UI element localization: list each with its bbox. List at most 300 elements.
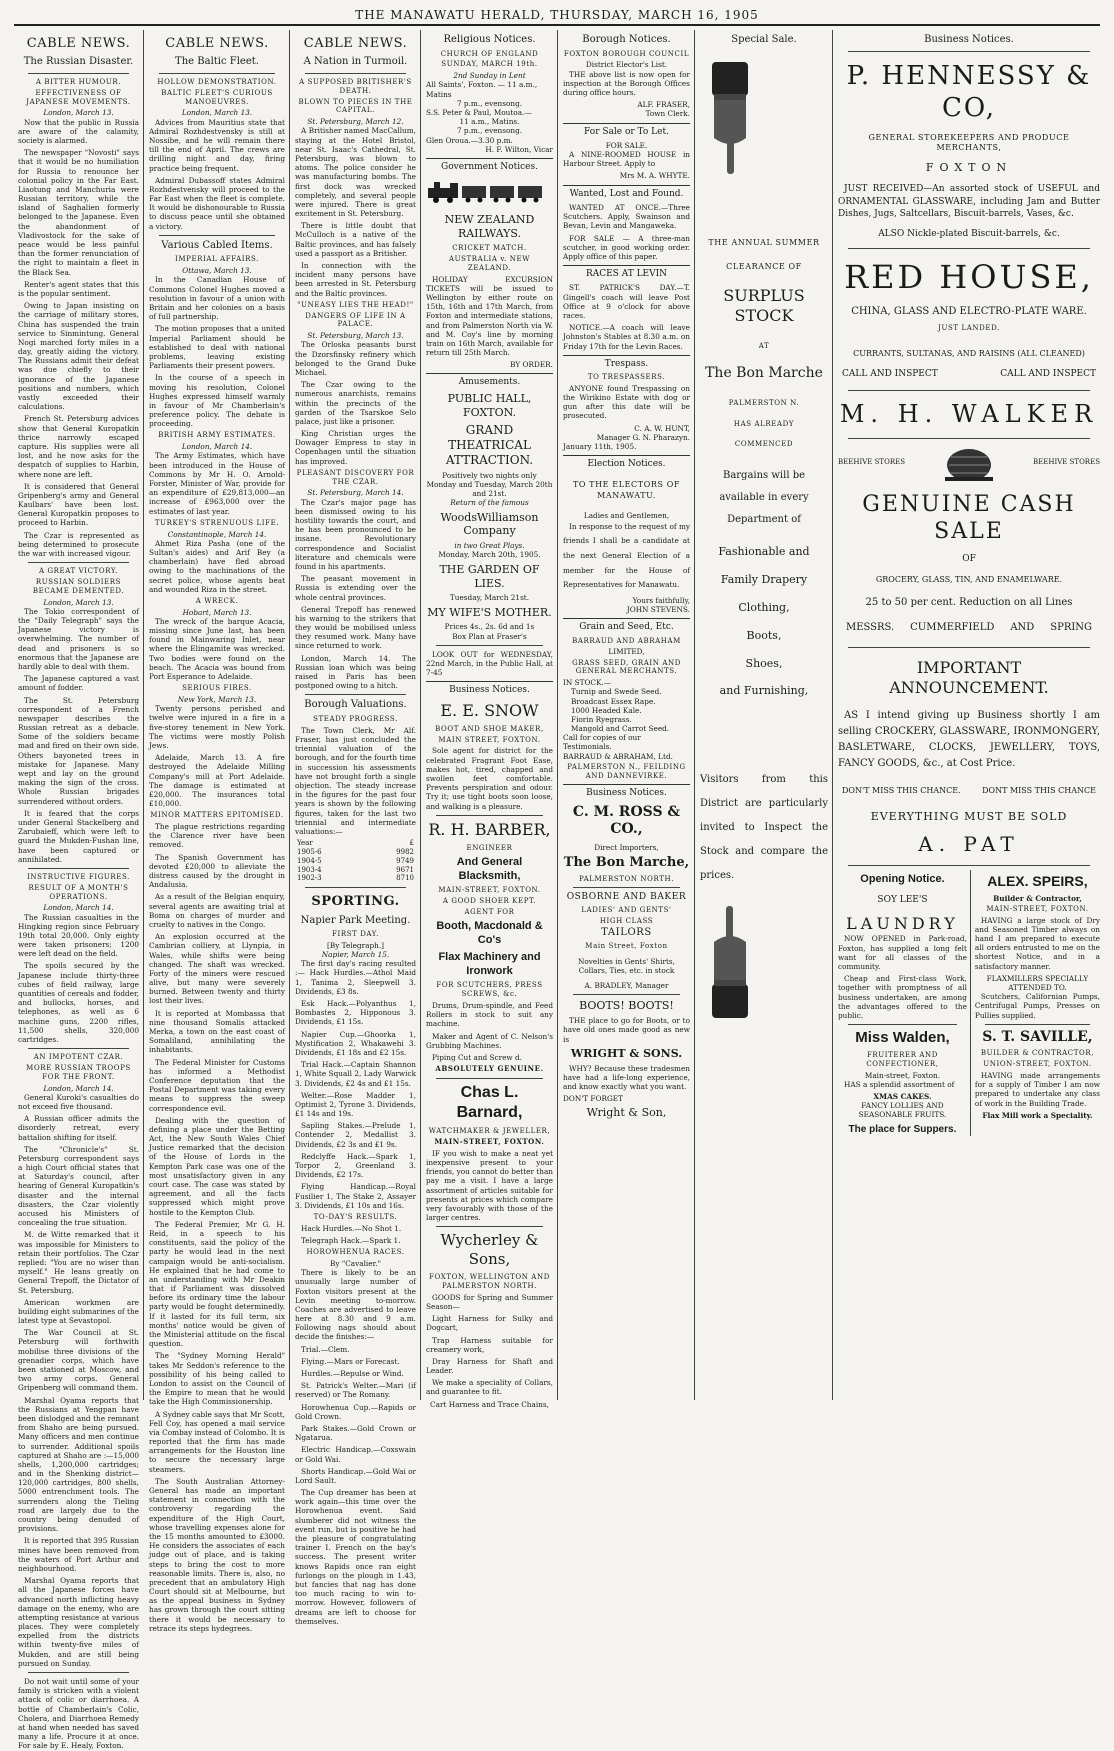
sale-line: COMMENCED <box>734 440 794 449</box>
venue: PUBLIC HALL, FOXTON. <box>447 391 532 419</box>
beehive-icon <box>939 443 999 483</box>
masthead-rule <box>14 24 1100 26</box>
column-cable-news-turmoil <box>291 30 420 1626</box>
article-heading: A WRECK. <box>195 596 239 605</box>
advertiser-name: E. E. SNOW <box>440 700 539 720</box>
divider <box>848 865 1090 866</box>
company-name: WoodsWilliamson Company <box>440 510 539 538</box>
divider <box>159 73 275 74</box>
advertiser-name: S. T. SAVILLE, <box>982 1028 1093 1045</box>
article-heading: A SUPPOSED BRITISHER'S DEATH. <box>299 77 412 95</box>
paragraph: Marshal Oyama reports that the Russians at Yengpan have been dislodged and the remnant from Shaho are being pursued. Many officers and men continue to surrender. Additional spoils captured at Shaho are :—15,000 shells, 1,200,000 cartridges; and in the Shenking district—120,000 cartridges, 800 shells, 5000 entrenchment tools. The surrenders along the Tieling road are largely due to the country being denuded of provisions. <box>18 1395 139 1534</box>
notice-line: JUST LANDED. <box>938 324 1000 333</box>
notice-line: And General Blacksmith, <box>456 855 523 882</box>
announcement-heading: IMPORTANT ANNOUNCEMENT. <box>889 657 1049 697</box>
advertiser-name: A. PAT <box>918 831 1020 856</box>
notice-line: BEEHIVE STORES <box>1032 458 1100 467</box>
paragraph: Trial.—Clem. <box>301 1344 350 1354</box>
paragraph: Dealing with the question of defining a place under the Betting Act, the New South Wales Chief Justice remarked that the decision of the House of Lords in the Kempton Park case was one of the most unsatisfactory given in any court case. The case was stated by agreement, and all the facts suppressed which might prove hostile to the Kempton Club. <box>149 1115 285 1217</box>
church-signature: H. F. Wilton, Vicar <box>485 144 553 154</box>
article-heading: TO-DAY'S RESULTS. <box>313 1212 398 1221</box>
article-heading: PLEASANT DISCOVERY FOR THE CZAR. <box>296 468 415 486</box>
table-row <box>295 848 416 857</box>
paragraph: Esk Hack.—Polyanthus 1, Bombastes 2, Hipponous 3. Dividends, £1 15s. <box>295 999 416 1027</box>
divider <box>305 73 406 74</box>
paragraph: Ahmet Riza Pasha (one of the Sultan's aides) and Arif Bey (a chamberlain) have fled abroad owing to the machinations of the secret police, whose agents beat and wounded Riza in the street. <box>149 538 285 594</box>
notice-line: GROCERY, GLASS, TIN, AND ENAMELWARE. <box>875 575 1063 585</box>
paragraph: The Tokio correspondent of the "Daily Telegraph" says the Japanese victory is overwhelming. The number of dead and prisoners is so enormous that the Japanese are hardly able to deal with them. <box>18 606 139 671</box>
notice-line: LADIES' AND GENTS' <box>581 905 672 914</box>
paragraph: In the Canadian House of Commons Colonel Hughes moved a resolution in favour of a union with Britain and her colonies on a basis of full partnership. <box>149 275 285 322</box>
event-title: GRAND THEATRICAL ATTRACTION. <box>445 422 534 467</box>
paragraph: The Federal Minister for Customs has informed a Methodist Conference deputation that the Postal Department was taking every means to suppress the sweep correspondence evil. <box>149 1057 285 1113</box>
notice-signature: Yours faithfully, <box>632 595 690 605</box>
paragraph: The Czar is represented as being determined to prosecute the war with increased vigour. <box>18 530 139 559</box>
list-item: Turnip and Swede Seed. <box>571 687 662 697</box>
advertiser-name: GENUINE CASH SALE <box>862 491 1076 545</box>
section-heading: Government Notices. <box>426 158 553 173</box>
paragraph: Cheap and First-class Work, together with promptness of all business undertaken, are among the advantages offered to the public. <box>838 974 967 1020</box>
paragraph: Owing to Japan insisting on the carriage of military stores, China has suspended the train service to Sinmintung. General Nogi marched forty miles in a day, greatly aiding the victory. The Russians admit their defeat was due chiefly to their ignorance of the Japanese positions and numbers, which vastly exceeded their calculations. <box>18 301 139 412</box>
notice-line: Main Street, Foxton <box>585 941 668 950</box>
paragraph: HAS a splendid assortment of <box>844 1079 955 1089</box>
notice-line: DONT MISS THIS CHANCE <box>982 785 1096 795</box>
article-heading: A BITTER HUMOUR. <box>35 77 122 86</box>
paragraph: General Kuroki's casualties do not exceed five thousand. <box>18 1092 139 1111</box>
paragraph: The War Council at St. Petersburg will forthwith mobilise three divisions of the grenadier corps, which have been stationed at Moscow, and two army corps. General Gripenberg will command them. <box>18 1328 139 1393</box>
notice-line: in two Great Plays. <box>454 541 525 551</box>
notice-line: CHINA, GLASS AND ELECTRO-PLATE WARE. <box>851 305 1087 317</box>
paragraph: The wreck of the barque Acacia, missing since June last, has been found in Mainwaring Inlet, near where the Elingamite was wrecked. Two bodies were found on the beach. The Acacia was bound from Port Esperance to Adelaide. <box>149 616 285 681</box>
article-heading: A GREAT VICTORY. <box>38 567 118 576</box>
paragraph: The first day's racing resulted :— Hack Hurdles.—Athol Maid 1, Tanima 2, Sleepwell 3. Dividends, £3 8s. <box>295 959 416 996</box>
paragraph: The "Sydney Morning Herald" takes Mr Seddon's reference to the possibility of his being called to London to assist on the Council of the Empire to mean that he would take the High Commissionership. <box>149 1351 285 1407</box>
paragraph: A NINE-ROOMED HOUSE in Harbour Street. Apply to <box>563 150 690 169</box>
paragraph: The Federal Premier, Mr G. H. Reid, in a speech to his constituents, said the policy of the party he would lead in the next campaign would be anti-socialism. He explained that he had come to an understanding with Mr Deakin that if Parliament was dissolved before its ordinary time the labour party would be fought determinedly. If it lasted for its full term, six months' notice would be given of the Ministerial attitude on the fiscal question. <box>149 1219 285 1349</box>
notice-line: MAIN-STREET, FOXTON. <box>986 904 1089 913</box>
notice-heading: FOXTON BOROUGH COUNCIL <box>563 49 690 58</box>
advertiser-name: Chas L. Barnard, <box>456 1083 523 1122</box>
paragraph: LOOK OUT for WEDNESDAY, 22nd March, in the Public Hall, at 7-45 <box>426 649 553 678</box>
paragraph: NOW OPENED in Park-road, Foxton, has supplied a long felt want for all classes of the community. <box>838 934 967 971</box>
notice-signature: Town Clerk. <box>645 109 690 119</box>
section-heading: SPORTING. <box>311 894 400 910</box>
paragraph: Advices from Mauritius state that Admiral Rozhdestvensky is still at Nossibe, and he will remain there till the end of April. The crews are drilling night and day, firing practice being frequent. <box>149 117 285 173</box>
section-heading: Grain and Seed, Etc. <box>563 618 690 633</box>
notice-date: January 11th, 1905. <box>563 441 637 451</box>
paragraph: Scutchers, Californian Pumps, Centrifugal Pumps, Presses on Pullies supplied. <box>974 992 1100 1020</box>
paragraph: A Britisher named MacCallum, staying at the Hotel Bristol, near St. Isaac's Cathedral, St. Petersburg, was blown to atoms. The police consider he was manufacturing bombs. The first dock was wrecked completely, and several people were injured. There is great excitement in St. Petersburg. <box>295 126 416 219</box>
paragraph: IF you wish to make a neat yet inexpensive present to your friends, you cannot do better than pay me a visit. I have a large assortment of articles suitable for presents at prices which compare very favourably with those of the larger centres. <box>426 1148 553 1223</box>
article-heading: FIRST DAY. <box>332 930 379 939</box>
paragraph: Renter's agent states that this is the popular sentiment. <box>18 279 139 298</box>
divider <box>305 694 406 695</box>
advertiser-name: P. HENNESSY & CO, <box>846 60 1092 124</box>
notice-line: The Bon Marche, <box>563 855 690 871</box>
paragraph: Maker and Agent of C. Nelson's Grubbing Machines. <box>426 1031 553 1050</box>
divider <box>848 51 1090 52</box>
section-heading: Business Notices. <box>924 34 1014 45</box>
section-heading: Wanted, Lost and Found. <box>563 185 690 200</box>
section-heading: Business Notices. <box>426 681 553 696</box>
paragraph: A Sydney cable says that Mr Scott, Fell Coy, has opened a mail service via Combay instead of Colombo. It is reported that the firm has made arrangements for the Houston line to secure the necessary large steamers. <box>149 1409 285 1474</box>
notice-heading: TO TRESPASSERS. <box>587 373 666 382</box>
section-heading: Borough Notices. <box>582 34 671 45</box>
paragraph: London, March 14. The Russian loan which was being raised in Paris has been postponed owing to a hitch. <box>295 653 416 691</box>
paragraph: Sapling Stakes.—Prelude 1, Contender 2, Medallist 3. Dividends, £2 3s and £1 9s. <box>295 1121 416 1149</box>
paragraph: ANYONE found Trespassing on the Wirikino Estate with dog or gun after this date will be prosecuted. <box>563 383 690 421</box>
paragraph: A Russian officer admits the disorderly retreat, every battalion shifting for itself. <box>18 1114 139 1142</box>
divider <box>28 562 129 563</box>
paragraph: The Cup dreamer has been at work again—this time over the Horowhenua event. Said slumberer did not witness the event run, but is positive he had the pleasure of congratulating trainer I. French on the bay's success. The present writer knows Rapids once ran eight furlongs on the plough in 1.43, but fancies that nag has done too much racing to win to-morrow. However, followers of dreams are left to choose for themselves. <box>295 1488 416 1626</box>
notice-line: FOR SCUTCHERS, PRESS SCREWS, &c. <box>436 981 543 999</box>
call-row <box>842 369 1096 380</box>
paragraph: There is little doubt that McCulloch is a native of the Baltic provinces, and has falsely used a passport as a Britisher. <box>295 221 416 258</box>
notice-signature: A. BRADLEY, Manager <box>584 981 669 991</box>
notice-line: Box Plan at Fraser's <box>452 631 527 641</box>
article-heading: IMPERIAL AFFAIRS. <box>175 255 259 264</box>
notice-line: FLAXMILLERS SPECIALLY ATTENDED TO. <box>986 973 1089 992</box>
article-subheading: BALTIC FLEET'S CURIOUS MANOEUVRES. <box>161 88 273 106</box>
table-cell: 1905-6 <box>297 847 322 856</box>
notice-line: Flax Mill work a Speciality. <box>982 1110 1093 1120</box>
notice-heading: TO THE ELECTORS OF MANAWATU. <box>572 480 681 500</box>
table-cell: 9982 <box>396 847 414 856</box>
article-heading: MINOR MATTERS EPITOMISED. <box>150 811 284 820</box>
notice-line: DON'T MISS THIS CHANCE. <box>842 785 961 795</box>
article-subheading: MORE RUSSIAN TROOPS FOR THE FRONT. <box>26 1063 131 1081</box>
ad-left <box>838 870 971 1136</box>
divider <box>28 1672 129 1673</box>
divider <box>28 868 129 869</box>
article-heading: HOROWHENUA RACES. <box>306 1248 405 1257</box>
section-heading: CABLE NEWS. <box>165 36 269 51</box>
sale-item: Clothing, <box>738 600 790 614</box>
paragraph: French St. Petersburg advices show that General Kuropatkin thrice narrowly escaped capture. His supplies were all lost, and he now asks for the despatch of supplies to Harbin, where none are left. <box>18 414 139 479</box>
notice-signature: C. A. W. HUNT, <box>634 423 690 433</box>
sub-heading: A Nation in Turmoil. <box>303 56 408 68</box>
section-heading: Business Notices. <box>563 784 690 799</box>
divider <box>305 887 406 888</box>
column-rule <box>694 30 695 1400</box>
play-title: MY WIFE'S MOTHER. <box>427 605 552 619</box>
church-service: 11 a.m., Matins. <box>459 117 520 127</box>
section-heading: Trespass. <box>563 355 690 370</box>
sale-item: and Furnishing, <box>719 684 809 698</box>
dateline: St. Petersburg, March 12. <box>307 117 404 127</box>
article-subheading: RESULT OF A MONTH'S OPERATIONS. <box>28 883 129 901</box>
paragraph: American workmen are building eight submarines of the latest type at Sevastopol. <box>18 1297 139 1326</box>
paragraph: General Trepoff has renewed his warning to the strikers that they would be mobilised unless they resumed work. Many have since returned to work. <box>295 604 416 651</box>
paragraph: In response to the request of my friends I shall be a candidate at the next General Election of a member for the House of Representatives for Manawatu. <box>563 521 690 590</box>
notice-line: Novelties in Gents' Shirts, Collars, Ties, etc. in stock <box>578 956 675 975</box>
paragraph: It is considered that General Gripenberg's army and General Kaulbars' have been lost. General Kuropatkin proposes to proceed to Harbin. <box>18 481 139 528</box>
section-heading: Special Sale. <box>731 34 797 45</box>
paragraph: The "Chronicle's" St. Petersburg correspondent says a high Court official states that at Saturday's council, after hearing of General Kuropatkin's disaster and the internal disasters, the Czar violently accused his Ministers of concealing the true situation. <box>18 1144 139 1228</box>
advertiser-name: Wright & Son, <box>586 1106 667 1120</box>
byline: [By Telegraph.] <box>327 940 384 950</box>
divider <box>573 887 680 888</box>
table-header-row <box>295 839 416 848</box>
paragraph: GOODS for Spring and Summer Season— <box>426 1292 553 1311</box>
locomotive-icon <box>426 180 546 204</box>
pointing-hand-icon <box>700 902 760 1022</box>
advertiser-name: ALEX. SPEIRS, <box>987 873 1088 890</box>
paragraph: It is reported at Mombassa that nine thousand Somalis attacked Merka, a town on the east coast of Somaliland, annihilating the inhabitants. <box>149 1008 285 1055</box>
sale-item: Boots, <box>746 628 782 642</box>
divider <box>28 1048 129 1049</box>
paragraph: Now that the public in Russia are aware of the calamity, society is alarmed. <box>18 117 139 145</box>
paragraph: The South Australian Attorney-General has made an important statement in connection with the controversy regarding the expenditure of the High Court, whose travelling expenses alone for the 15 months amounted to £3000. He considers the associates of each judge out of place, and is taking steps to bring the cost to more reasonable limits. There is, also, no precedent that an ambulatory High Court should sit at Melbourne, but as the appeal business in Sydney has grown through the court sitting there it would be necessary to retrace its steps hydegrees. <box>149 1476 285 1633</box>
divider <box>436 1226 543 1227</box>
notice-signature: BY ORDER. <box>510 360 553 370</box>
divider <box>848 438 1090 439</box>
notice-line: SPRING <box>1050 622 1093 634</box>
section-heading: RACES AT LEVIN <box>563 265 690 280</box>
advertiser-name: LAUNDRY <box>846 914 959 934</box>
list-item: Fiorin Ryegrass. <box>571 714 632 724</box>
table-cell: 8710 <box>396 874 414 883</box>
sale-item: Family Drapery <box>720 572 808 586</box>
notice-line: ABSOLUTELY GENUINE. <box>435 1064 544 1074</box>
list-item: Mangold and Carrot Seed. <box>571 724 670 734</box>
dateline: London, March 13. <box>43 597 114 607</box>
paragraph: Sole agent for district for the celebrated Fragrant Foot Ease, makes hot, tired, chapped and swollen feet comfortable. Prevents perspiration and odour. Try it; use tight boots soon loose, and walking is a pleasure. <box>426 746 553 811</box>
notice-signature: Manager G. N. Pharazyn. <box>596 432 690 442</box>
section-heading: Election Notices. <box>563 455 690 470</box>
messrs-row <box>838 622 1100 635</box>
notice-line: MESSRS. <box>845 622 895 634</box>
notice-line: PALMERSTON NORTH. <box>578 874 675 883</box>
column-notices <box>422 30 557 1409</box>
notice-line: BEEHIVE STORES <box>838 458 906 467</box>
advertiser-name: OSBORNE AND BAKER <box>566 892 687 903</box>
paragraph: Admiral Dubassoff states Admiral Rozhdestvensky will proceed to the Far East when the fleet is complete. It would be dishonourable to Russia to discuss peace until she obtained a victory. <box>149 175 285 231</box>
paragraph: As a result of the Belgian enquiry, several agents are awaiting trial at Boma on charges of murder and cruelty to natives in the Congo. <box>149 892 285 929</box>
notice-line: BOOT AND SHOE MAKER, <box>435 724 544 733</box>
section-heading: For Sale or To Let. <box>563 123 690 138</box>
paragraph: An explosion occurred at the Cambrian colliery, at Llynpia, in Wales, while shifts were being changed. The shaft was wrecked. Forty of the miners were rescued alive, but many were severely burned. Between twenty and thirty lost their lives. <box>149 932 285 1006</box>
paragraph: The Orloska peasants burst the Dzorsfinsky refinery which belonged to the Grand Duke Michael. <box>295 340 416 377</box>
paragraph: The spoils secured by the Japanese include thirty-three cubes of field railway, large quantities of cereals and fodder, and bullocks, horses, and telephones, as well as 6 machine guns, 2200 rifles, 11,500 shells, 320,000 cartridges. <box>18 961 139 1044</box>
table-cell: 9671 <box>396 865 414 874</box>
advertiser-name: RED HOUSE, <box>844 258 1094 297</box>
notice-line: Positively two nights only <box>442 470 537 480</box>
paragraph: The St. Petersburg correspondent of a French newspaper describes the Russian retreat as a debacle. Some of the soldiers became mad and fired on their own side. Others bayoneted trees in mistake for Japanese. Many wept and lay on the ground making the sign of the cross. Whole Russian brigades surrendered without orders. <box>18 695 139 806</box>
sub-heading: Various Cabled Items. <box>161 239 273 251</box>
masthead-title: THE MANAWATU HERALD, THURSDAY, MARCH 16, 1905 <box>355 8 759 22</box>
paragraph: The Czar's major page has been dismissed owing to his hostility towards the court, and he has been pronounced to be insane. Revolutionary correspondence and Socialist literature and chemicals were found in his apartments. <box>295 497 416 571</box>
pointing-hand-icon <box>700 58 760 178</box>
divider <box>436 1078 543 1079</box>
paragraph: Dray Harness for Shaft and Leader. <box>426 1356 553 1376</box>
paragraph: FOR SALE — A three-man scutcher, in good working order. Apply office of this paper. <box>563 233 690 261</box>
table-cell: 1903-4 <box>297 865 322 874</box>
article-heading: "UNEASY LIES THE HEAD!" <box>297 300 414 309</box>
paragraph: NOTICE.—A coach will leave Johnston's Stables at 8.30 a.m. on Friday 17th for the Levin Races. <box>563 323 690 351</box>
divider <box>436 645 543 646</box>
notice-line: MAIN-STREET, FOXTON. <box>438 886 541 895</box>
notice-line: ALSO Nickle-plated Biscuit-barrels, &c. <box>878 228 1060 239</box>
paragraph: JUST RECEIVED—An assorted stock of USEFUL and ORNAMENTAL GLASSWARE, including Jam and Butter Dishes, Jugs, Saltcellars, Biscuit-barrels, Vases, &c. <box>838 184 1100 220</box>
sub-heading: Borough Valuations. <box>304 699 407 711</box>
church-service: 7 p.m., evensong. <box>456 98 523 108</box>
paragraph: St. Patrick's Welter.—Mari (if reserved) or The Romany. <box>295 1381 416 1400</box>
notice-line: TAILORS <box>601 927 652 939</box>
sale-title: SURPLUS STOCK <box>723 285 805 326</box>
sale-line: HAS ALREADY <box>733 419 795 428</box>
paragraph: Horowhenua Cup.—Rapids or Gold Crown. <box>295 1402 416 1421</box>
paragraph: In the course of a speech in moving his resolution, Colonel Hughes expressed himself warmly in favour of Mr Chamberlain's preference policy. The debate is proceeding. <box>149 373 285 429</box>
paragraph: The Spanish Government has devoted £20,000 to alleviate the distress caused by the drought in Andalusia. <box>149 852 285 890</box>
paragraph: THE above list is now open for inspection at the Borough Offices during office hours. <box>563 69 690 97</box>
church-service: 7 p.m., evensong. <box>456 126 523 136</box>
sub-heading: The Russian Disaster. <box>23 56 134 68</box>
notice-signature: Mrs M. A. WHYTE. <box>619 171 690 181</box>
paragraph: Hurdles.—Repulse or Wind. <box>301 1369 404 1379</box>
sale-text: Visitors from this District are particularly invited to Inspect the Stock and compare the prices. <box>700 774 828 882</box>
notice-line: Prices 4s., 2s. 6d and 1s <box>444 622 535 632</box>
paragraph: It is feared that the corps under General Stackelberg and Zarubaieff, which were left to guard the Mukden-Fushan line, have been captured or annihilated. <box>18 808 139 864</box>
section-heading: CABLE NEWS. <box>26 36 131 51</box>
paragraph: Shorts Handicap.—Gold Wai or Lord Sault. <box>295 1466 417 1485</box>
church-service: All Saints', Foxton. — 11 a.m., Matins <box>426 80 538 99</box>
divider <box>985 1024 1090 1025</box>
notice-line: HIGH CLASS <box>599 916 654 925</box>
sub-heading: Napier Park Meeting. <box>300 914 411 926</box>
article-heading: SERIOUS FIRES. <box>182 684 252 693</box>
notice-line: Booth, Macdonald & Co's <box>436 919 543 946</box>
miss-row <box>842 786 1096 796</box>
notice-line: IN STOCK.— <box>563 678 612 688</box>
notice-line: XMAS CAKES. <box>873 1091 932 1101</box>
paragraph: Trap Harness suitable for creamery work, <box>426 1335 553 1354</box>
list-item: 1000 Headed Kale. <box>571 705 642 715</box>
column-rule <box>557 30 558 1400</box>
notice-line: CALL AND INSPECT <box>1000 369 1096 380</box>
table-cell: 9749 <box>396 856 414 865</box>
notice-line: ENGINEER <box>466 843 513 852</box>
column-rule <box>143 30 144 1400</box>
notice-line: A GOOD SHOER KEPT. <box>442 897 537 906</box>
column-notices-2 <box>559 30 694 1400</box>
table-row <box>295 874 416 883</box>
notice-line: LIMITED, <box>608 647 645 657</box>
paragraph: It is reported that 395 Russian mines have been removed from the waters of Port Arthur and neighbourhood. <box>18 1536 139 1573</box>
article-subheading: RUSSIAN SOLDIERS BECAME DEMENTED. <box>32 578 125 595</box>
advertiser-name: Miss Walden, <box>855 1029 950 1047</box>
church-service: Glen Oroua.—3.30 p.m. <box>426 135 513 145</box>
notice-line: CRICKET MATCH. <box>452 244 527 253</box>
paragraph: Drums, Drum-spindle, and Feed Rollers in stock to suit any machine. <box>426 1000 553 1029</box>
dateline: Hobart, March 13. <box>182 607 252 617</box>
paragraph: THE place to go for Boots, or to have old ones made good as new is <box>563 1016 690 1044</box>
ad-right <box>971 870 1100 1136</box>
notice-line: BUILDER & CONTRACTOR, <box>980 1049 1095 1058</box>
dateline: London, March 13. <box>181 108 253 118</box>
advertiser-name: BOOTS! BOOTS! <box>579 999 674 1013</box>
column-cable-news-russian <box>14 30 143 1751</box>
valuation-table <box>295 839 416 883</box>
table-row <box>295 857 416 866</box>
notice-line: Tuesday, March 21st. <box>449 593 530 603</box>
notice-line: FOR SALE. <box>605 140 648 150</box>
advertiser-name: WRIGHT & SONS. <box>570 1046 683 1060</box>
notice-line: Main-street, Foxton. <box>864 1070 941 1080</box>
notice-line: Builder & Contractor, <box>993 893 1082 903</box>
notice-line: 25 to 50 per cent. Reduction on all Lines <box>865 597 1073 609</box>
column-special-sale <box>696 30 832 1400</box>
dateline: Constantinople, March 14. <box>167 529 267 539</box>
divider <box>848 1024 957 1025</box>
table-header: £ <box>409 839 414 848</box>
dateline: London, March 14. <box>43 903 114 913</box>
advertiser-name: Wycherley & Sons, <box>440 1231 539 1269</box>
notice-line: Call for copies of our Testimonials. <box>563 733 641 752</box>
paragraph: Napier Cup.—Ghoorka 1, Mystification 2, Whakawehi 3. Dividends, £1 18s and £2 15s. <box>295 1029 416 1057</box>
sale-item: Fashionable and <box>718 545 810 559</box>
advertiser-name: C. M. ROSS & CO., <box>572 803 681 838</box>
paragraph: There is likely to be an unusually large number of Foxton visitors present at the Levin meeting to-morrow. Coaches are advertised to leave here at 8.30 and 9 a.m. Following nags should about decide the finishes:— <box>295 1268 416 1342</box>
paragraph: ST. PATRICK'S DAY.—T. Gingell's coach will leave Post Office at 9 o'clock for above races. <box>563 283 690 320</box>
paragraph: The Czar owing to the numerous anarchists, remains within the precincts of the garden of the Tsarskoe Selo palace, just like a prisoner. <box>295 380 416 426</box>
sale-text: Bargains will be available in every Department of <box>719 470 809 526</box>
byline: By "Cavalier." <box>330 1258 381 1268</box>
church-subtitle: 2nd Sunday in Lent <box>453 71 526 81</box>
notice-line: CALL AND INSPECT <box>842 369 938 380</box>
divider <box>848 647 1090 648</box>
notice-line: CURRANTS, SULTANAS, AND RAISINS (ALL CLEANED) <box>853 348 1085 358</box>
article-heading: TURKEY'S STRENUOUS LIFE. <box>154 518 280 527</box>
paragraph: Flying.—Mars or Forecast. <box>301 1356 400 1366</box>
paragraph: Redclyffe Hack.—Spark 1, Torpor 2, Greenland 3. Dividends, £2 17s. <box>295 1151 416 1180</box>
column-rule <box>289 30 290 1400</box>
paragraph: Adelaide, March 13. A fire destroyed the Adelaide Milling Company's mill at Port Adelaide. The damage is estimated at £20,000. The insurances total £10,000. <box>149 753 285 809</box>
notice-line: OF <box>962 554 976 565</box>
paragraph: HAVING made arrangements for a supply of Timber I am now prepared to undertake any class of work in the Building Trade. <box>974 1070 1100 1108</box>
paragraph: The motion proposes that a united Imperial Parliament should be established to deal with national problems, leaving existing Parliaments their present powers. <box>149 324 285 371</box>
play-title: THE GARDEN OF LIES. <box>439 562 540 590</box>
notice-line: The place for Suppers. <box>848 1123 957 1135</box>
notice-line: GRASS SEED, GRAIN AND GENERAL MERCHANTS. <box>572 658 681 676</box>
advertiser-name: R. H. BARBER, <box>428 819 551 839</box>
notice-line: Ladies and Gentlemen, <box>583 510 670 520</box>
divider <box>573 994 680 995</box>
paragraph: Twenty persons perished and twelve were injured in a fire in a five-storey tenement in New York. The victims were mostly Polish Jews. <box>149 704 285 750</box>
sale-line: AT <box>758 342 770 351</box>
sale-line: CLEARANCE OF <box>726 261 802 271</box>
paragraph: Flying Handicap.—Royal Fusilier 1, The Stake 2, Assayer 3. Dividends, £1 10s and 16s. <box>295 1182 416 1210</box>
advertiser-name: BARRAUD AND ABRAHAM <box>572 636 681 645</box>
table-cell: 1904-5 <box>297 856 322 865</box>
dateline: London, March 14. <box>43 1083 114 1093</box>
sale-item: Shoes, <box>745 656 783 670</box>
table-cell: 1902-3 <box>297 874 322 883</box>
divider <box>848 390 1090 391</box>
notice-line: CUMMERFIELD <box>910 622 995 634</box>
notice-signature: JOHN STEVENS. <box>626 604 690 614</box>
paragraph: Welter.—Rose Madder 1, Optimist 2, Tyrone 3. Dividends, £1 14s and 19s. <box>295 1090 416 1119</box>
notice-line: Cart Harness and Trace Chains, <box>430 1399 549 1409</box>
paragraph: Piping Cut and Screw d. <box>432 1052 522 1062</box>
bottom-ads <box>838 870 1100 1136</box>
notice-line: MAIN STREET, FOXTON. <box>438 735 541 744</box>
notice-line: SOY LEE'S <box>877 894 928 905</box>
notice-line: Monday, March 20th, 1905. <box>438 550 541 560</box>
paragraph: The plague restrictions regarding the Clarence river have been removed. <box>149 822 285 850</box>
paragraph: In connection with the incident many persons have been arrested in St. Petersburg and the Baltic provinces. <box>295 261 416 298</box>
article-subheading: EFFECTIVENESS OF JAPANESE MOVEMENTS. <box>26 88 131 106</box>
